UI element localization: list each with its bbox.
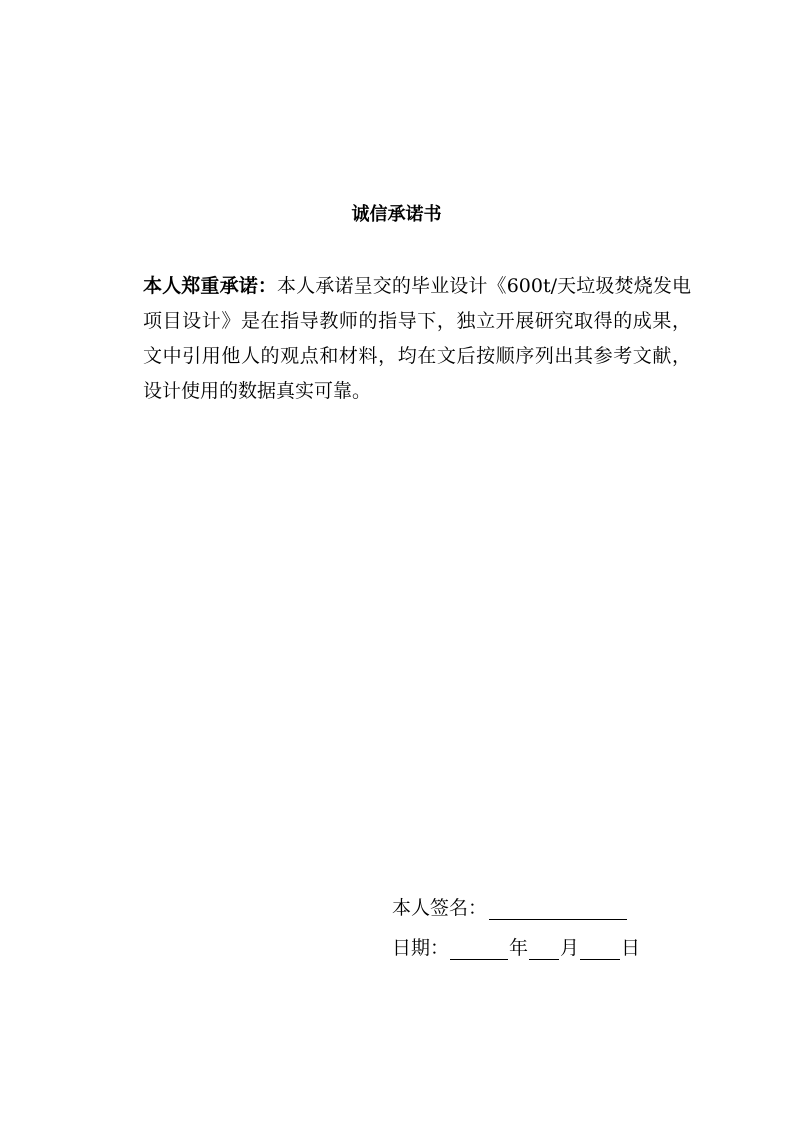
pledge-body-text: 本人承诺呈交的毕业设计《600t/天垃圾焚烧发电项目设计》是在指导教师的指导下，独立开展研究取得的成果，文中引用他人的观点和材料，均在文后按顺序列出其参考文献，设计使用的数据真实可靠。 <box>143 275 691 402</box>
year-label: 年 <box>509 937 529 959</box>
month-blank-line <box>529 939 559 960</box>
signature-blank-line <box>489 899 627 920</box>
month-label: 月 <box>560 937 580 959</box>
pledge-paragraph <box>143 269 691 409</box>
day-label: 日 <box>621 937 641 959</box>
signature-row <box>392 896 627 920</box>
year-blank-line <box>450 939 508 960</box>
pledge-lead-label: 本人郑重承诺： <box>143 275 277 297</box>
day-blank-line <box>580 939 620 960</box>
signature-label: 本人签名： <box>392 897 488 919</box>
document-title: 诚信承诺书 <box>351 204 442 225</box>
date-row <box>392 936 640 960</box>
date-label: 日期： <box>392 937 450 959</box>
